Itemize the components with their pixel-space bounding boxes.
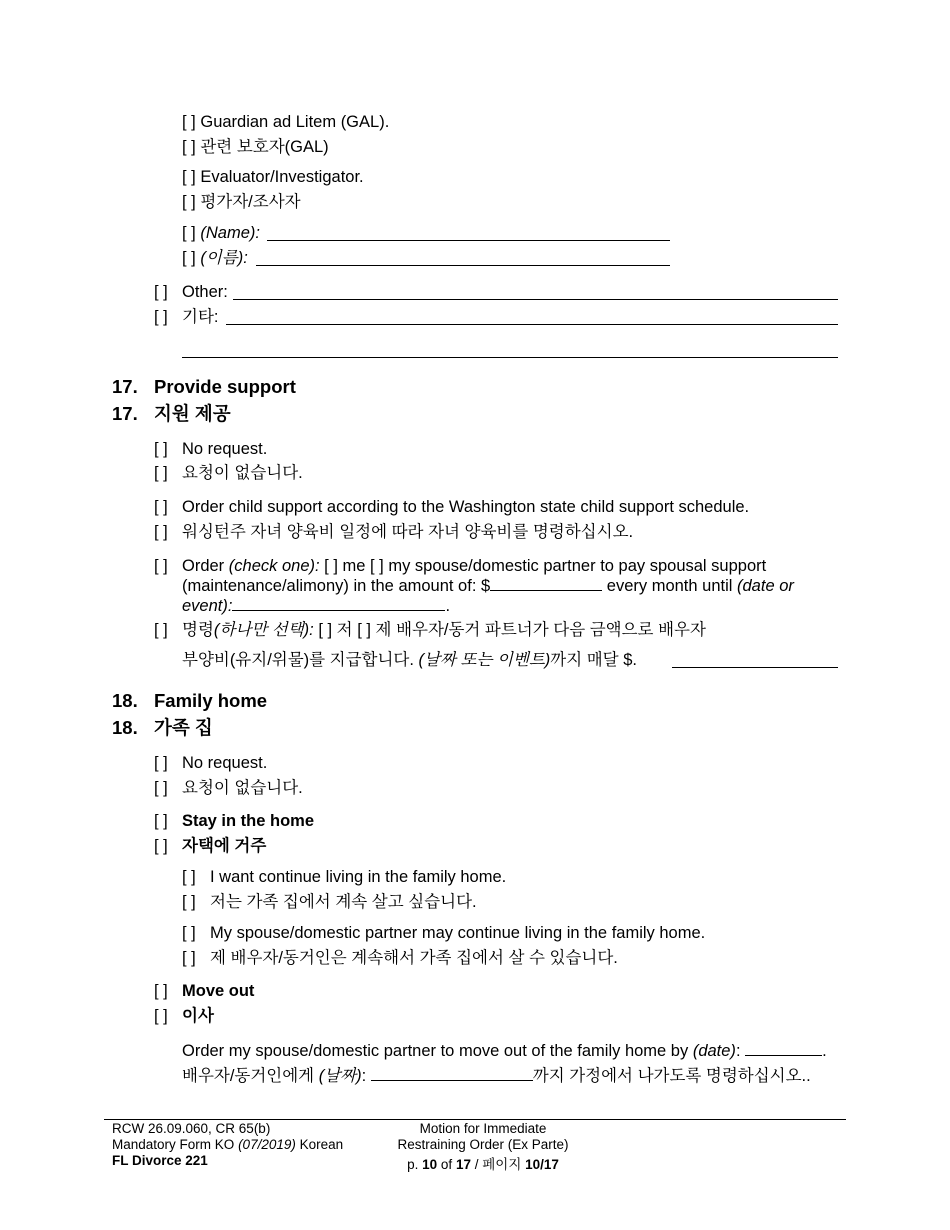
checkbox[interactable]: [ ] [182, 168, 196, 186]
section-17-number-ko: 17. [112, 403, 138, 424]
s18-order-move-en [182, 1041, 827, 1061]
label: 17 [455, 1157, 471, 1172]
label: Order child support according to the Washington state child support schedule. [182, 498, 750, 516]
other-option-en [154, 282, 228, 302]
label: [ ] 저 [ ] 제 배우자/동거 파트너가 다음 금액으로 배우자 [318, 621, 706, 639]
label: Korean [299, 1137, 344, 1152]
label: (date) [692, 1042, 736, 1060]
label: 명령 [182, 621, 214, 639]
s18-stay-ko [154, 836, 266, 856]
checkbox[interactable]: [ ] [154, 754, 168, 772]
checkbox[interactable]: [ ] [182, 224, 196, 242]
label: . [445, 597, 451, 615]
checkbox[interactable]: [ ] [182, 138, 196, 156]
label: [ ] me [ ] my spouse/domestic partner to pay spousal support [324, 557, 767, 575]
checkbox[interactable]: [ ] [154, 523, 168, 541]
footer-divider [104, 1119, 846, 1120]
gal-option-en [182, 112, 389, 132]
label: 요청이 없습니다. [182, 464, 303, 482]
evaluator-option-en [182, 167, 364, 187]
checkbox[interactable]: [ ] [182, 193, 196, 211]
section-18-title: Family home [154, 690, 268, 711]
other-field-ko[interactable] [226, 324, 838, 325]
s17-no-request-ko [154, 463, 303, 483]
checkbox[interactable]: [ ] [154, 464, 168, 482]
label: Order my spouse/domestic partner to move out of the family home by [182, 1042, 689, 1060]
label: Move out [182, 982, 255, 1000]
other-field-en[interactable] [233, 299, 838, 300]
section-17-title-ko: 지원 제공 [154, 403, 231, 424]
label: 요청이 없습니다. [182, 779, 303, 797]
evaluator-option-ko [182, 192, 301, 212]
name-option-ko [182, 248, 248, 268]
s18-spouse-continue-ko [182, 948, 618, 968]
checkbox[interactable]: [ ] [182, 113, 196, 131]
evaluator-label-ko: 평가자/조사자 [200, 193, 301, 211]
s17-child-support-ko [154, 522, 633, 542]
label: p. [407, 1157, 419, 1172]
checkbox[interactable]: [ ] [182, 924, 196, 942]
footer-form-id: FL Divorce 221 [112, 1153, 208, 1168]
label: every month until [606, 577, 733, 595]
label: Mandatory Form KO [112, 1137, 235, 1152]
checkbox[interactable]: [ ] [154, 982, 168, 1000]
label: 저는 가족 집에서 계속 살고 싶습니다. [210, 893, 477, 911]
gal-label-ko: 관련 보호자(GAL) [200, 138, 329, 156]
s18-order-move-ko [182, 1066, 811, 1086]
name-label-ko: (이름): [200, 249, 248, 267]
checkbox[interactable]: [ ] [154, 621, 168, 639]
gal-option-ko [182, 137, 329, 157]
label: event): [182, 597, 233, 615]
checkbox[interactable]: [ ] [154, 283, 168, 301]
footer-title-2: Restraining Order (Ex Parte) [397, 1137, 569, 1152]
label: / 페이지 [474, 1157, 522, 1172]
label: (날짜 또는 이벤트) [418, 651, 551, 669]
label: (07/2019) [238, 1137, 296, 1152]
checkbox[interactable]: [ ] [154, 837, 168, 855]
move-date-field-ko[interactable] [371, 1066, 533, 1081]
label: (하나만 선택): [213, 621, 314, 639]
section-18-title-ko: 가족 집 [154, 717, 213, 738]
s18-stay-en [154, 811, 314, 831]
other-label-ko: 기타: [182, 308, 219, 326]
section-17-title: Provide support [154, 376, 296, 397]
s17-spousal-ko1 [154, 620, 706, 640]
footer-mandatory [112, 1137, 343, 1153]
label: 10 [422, 1157, 438, 1172]
label: (maintenance/alimony) in the amount of: $ [182, 577, 491, 595]
evaluator-label: Evaluator/Investigator. [200, 168, 364, 186]
label: 배우자/동거인에게 [182, 1067, 315, 1085]
other-label: Other: [182, 283, 228, 301]
checkbox[interactable]: [ ] [182, 249, 196, 267]
label: of [440, 1157, 453, 1172]
label: 제 배우자/동거인은 계속해서 가족 집에서 살 수 있습니다. [210, 949, 618, 967]
checkbox[interactable]: [ ] [182, 893, 196, 911]
checkbox[interactable]: [ ] [154, 557, 168, 575]
label: : [735, 1042, 741, 1060]
label: No request. [182, 754, 268, 772]
footer-rcw: RCW 26.09.060, CR 65(b) [112, 1121, 271, 1136]
s17-spousal-ko2 [182, 650, 637, 670]
label: My spouse/domestic partner may continue living in the family home. [210, 924, 706, 942]
s18-move-out-ko [154, 1006, 214, 1026]
label: 이사 [182, 1007, 214, 1025]
checkbox[interactable]: [ ] [154, 308, 168, 326]
s18-spouse-continue-en [182, 923, 705, 943]
label: 10/17 [525, 1157, 559, 1172]
checkbox[interactable]: [ ] [154, 440, 168, 458]
label: : [361, 1067, 367, 1085]
checkbox[interactable]: [ ] [154, 779, 168, 797]
s18-no-request-en [154, 753, 267, 773]
label: No request. [182, 440, 268, 458]
footer-title-1: Motion for Immediate [419, 1121, 547, 1136]
name-label: (Name): [200, 224, 260, 242]
move-date-field[interactable] [745, 1041, 822, 1056]
s18-i-continue-en [182, 867, 506, 887]
checkbox[interactable]: [ ] [154, 1007, 168, 1025]
checkbox[interactable]: [ ] [182, 949, 196, 967]
other-option-ko [154, 307, 218, 327]
label: I want continue living in the family home. [210, 868, 507, 886]
label: 까지 매달 $. [550, 651, 637, 669]
s17-spousal-line3 [182, 596, 450, 616]
name-field-ko[interactable] [256, 265, 670, 266]
section-18-number: 18. [112, 690, 138, 711]
label: (날짜) [318, 1067, 362, 1085]
gal-label: Guardian ad Litem (GAL). [200, 113, 390, 131]
name-option-en [182, 223, 260, 243]
s17-no-request-en [154, 439, 267, 459]
s17-spousal-line1 [154, 556, 766, 576]
label: 자택에 거주 [182, 837, 267, 855]
section-18-number-ko: 18. [112, 717, 138, 738]
checkbox[interactable]: [ ] [182, 868, 196, 886]
label: 까지 가정에서 나가도록 명령하십시오.. [532, 1067, 811, 1085]
section-17-number: 17. [112, 376, 138, 397]
footer-page-number [375, 1157, 591, 1173]
checkbox[interactable]: [ ] [154, 498, 168, 516]
other-extra-line[interactable] [182, 357, 838, 358]
s18-i-continue-ko [182, 892, 477, 912]
amount-field-ko[interactable] [672, 667, 838, 668]
label: 부양비(유지/위물)를 지급합니다. [182, 651, 414, 669]
label: 워싱턴주 자녀 양육비 일정에 따라 자녀 양육비를 명령하십시오. [182, 523, 634, 541]
s17-spousal-line2 [182, 576, 794, 596]
name-field-en[interactable] [267, 240, 670, 241]
label: (date or [737, 577, 794, 595]
s18-no-request-ko [154, 778, 303, 798]
amount-field[interactable] [490, 576, 602, 591]
label: Stay in the home [182, 812, 315, 830]
s17-child-support-en [154, 497, 749, 517]
date-field[interactable] [232, 596, 445, 611]
label: (check one): [228, 557, 320, 575]
checkbox[interactable]: [ ] [154, 812, 168, 830]
label: Order [182, 557, 225, 575]
label: . [822, 1042, 827, 1060]
s18-move-out-en [154, 981, 254, 1001]
